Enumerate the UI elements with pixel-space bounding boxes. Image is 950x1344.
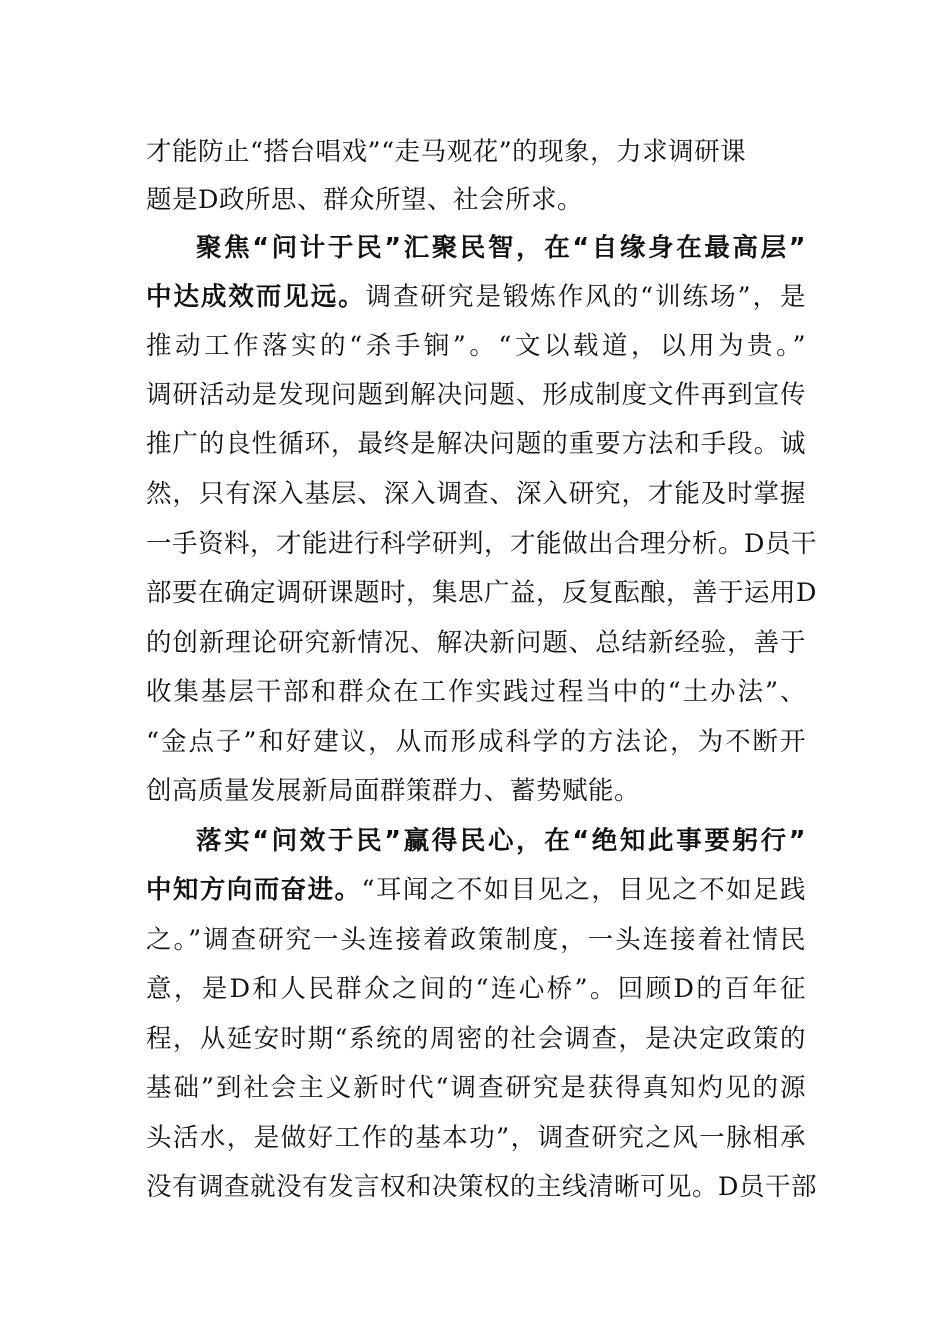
text-line: 调研活动是发现问题到解决问题、形成制度文件再到宣传 <box>146 380 806 410</box>
text-line: 创高质量发展新局面群策群力、蓄势赋能。 <box>146 776 641 806</box>
text-line: 没有调查就没有发言权和决策权的主线清晰可见。D员干部 <box>146 1172 817 1202</box>
text-line: 推动工作落实的“杀手锏”。“文以载道，以用为贵。” <box>146 331 806 361</box>
text-line: “金点子”和好建议，从而形成科学的方法论，为不断开 <box>146 727 806 757</box>
text-line: 题是D政所思、群众所望、社会所求。 <box>146 185 583 215</box>
text-line: 部要在确定调研课题时，集思广益，反复酝酿，善于运用D <box>146 578 817 608</box>
text-line: 一手资料，才能进行科学研判，才能做出合理分析。D员干 <box>146 529 817 559</box>
text-line: 程，从延安时期“系统的周密的社会调查，是决定政策的 <box>146 1024 806 1054</box>
text-line: 推广的良性循环，最终是解决问题的重要方法和手段。诚 <box>146 429 806 459</box>
text-line <box>146 870 806 910</box>
text-line: 然，只有深入基层、深入调查、深入研究，才能及时掌握 <box>146 479 806 509</box>
text-line: 基础”到社会主义新时代“调查研究是获得真知灼见的源 <box>146 1073 806 1103</box>
text-span: “耳闻之不如目见之，目见之不如足践 <box>361 875 806 905</box>
paragraph-heading: 聚焦“问计于民”汇聚民智，在“自缘身在最高层” <box>196 233 806 263</box>
text-line <box>146 277 806 317</box>
text-span: 调查研究是锻炼作风的“训练场”，是 <box>365 282 806 312</box>
text-line: 收集基层干部和群众在工作实践过程当中的“土办法”、 <box>146 677 806 707</box>
text-line: 头活水，是做好工作的基本功”，调查研究之风一脉相承 <box>146 1123 806 1153</box>
text-line: 的创新理论研究新情况、解决新问题、总结新经验，善于 <box>146 628 806 658</box>
text-line: 意，是D和人民群众之间的“连心桥”。回顾D的百年征 <box>146 974 806 1004</box>
paragraph-heading: 落实“问效于民”赢得民心，在“绝知此事要躬行” <box>196 826 806 856</box>
paragraph-heading: 中达成效而见远。 <box>146 282 366 312</box>
text-line: 之。”调查研究一头连接着政策制度，一头连接着社情民 <box>146 925 806 955</box>
paragraph-heading: 中知方向而奋进。 <box>146 875 362 905</box>
text-line: 才能防止“搭台唱戏”“走马观花”的现象，力求调研课 <box>146 137 747 167</box>
